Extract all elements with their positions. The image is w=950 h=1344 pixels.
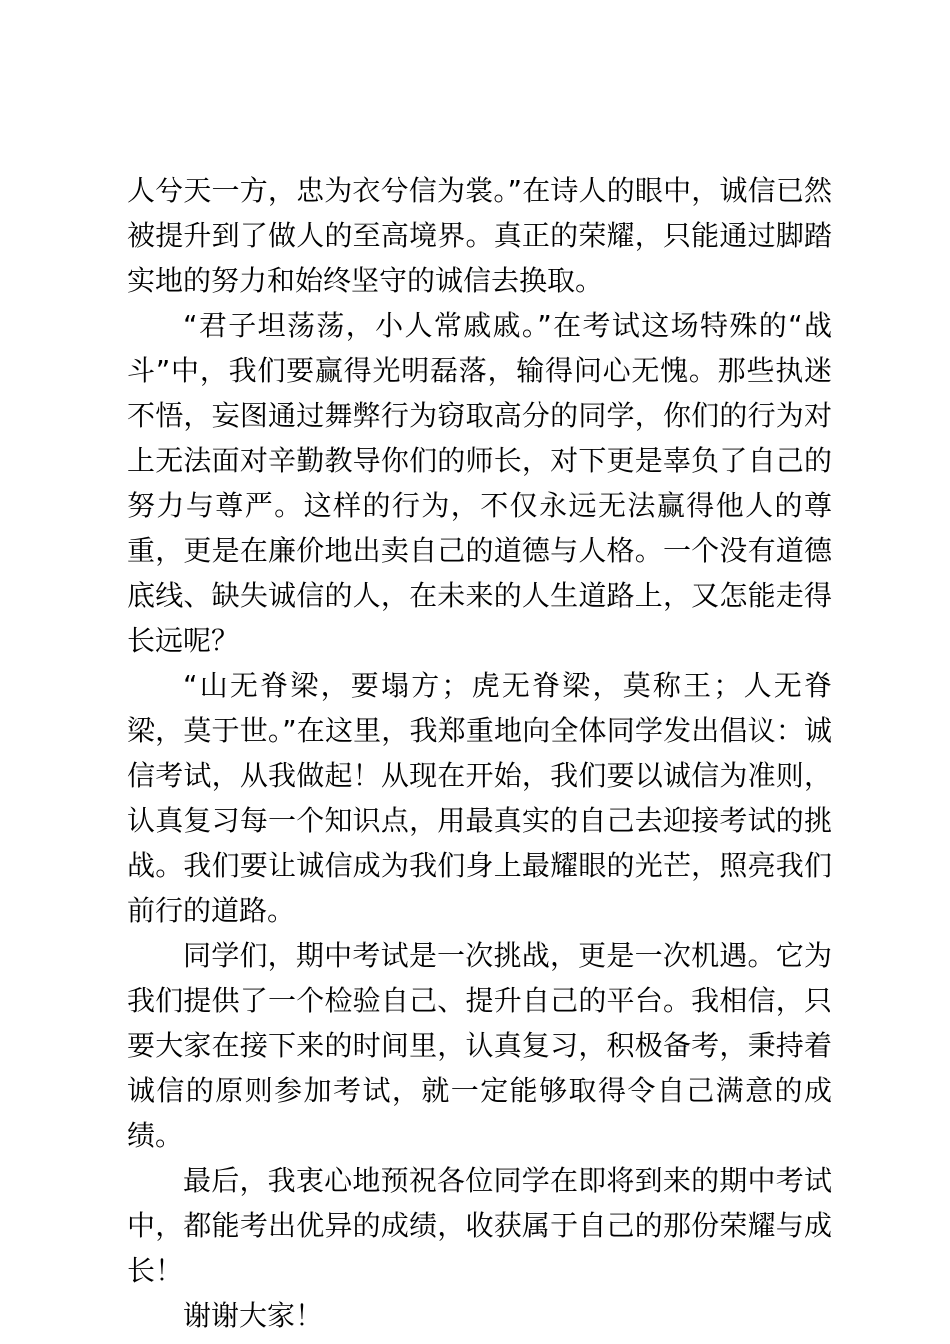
paragraph-thanks: 谢谢大家！ <box>183 1299 324 1332</box>
paragraph-junzi: “君子坦荡荡，小人常戚戚。”在考试这场特殊的“战斗”中，我们要赢得光明磊落，输得问心无愧。那些执迷不悟，妄图通过舞弊行为窃取高分的同学，你们的行为对上无法面对辛勤教导你们的师长，对下更是辜负了自己的努力与尊严。这样的行为，不仅永远无法赢得他人的尊重，更是在廉价地出卖自己的道德与人格。一个没有道德底线、缺失诚信的人，在未来的人生道路上，又怎能走得长远呢？ <box>127 309 832 657</box>
speech-text-body <box>127 168 832 1338</box>
paragraph-tongxuemen: 同学们，期中考试是一次挑战，更是一次机遇。它为我们提供了一个检验自己、提升自己的平台。我相信，只要大家在接下来的时间里，认真复习，积极备考，秉持着诚信的原则参加考试，就一定能够取得令自己满意的成绩。 <box>127 939 832 1152</box>
paragraph-continued: 人兮天一方，忠为衣兮信为裳。”在诗人的眼中，诚信已然被提升到了做人的至高境界。真正的荣耀，只能通过脚踏实地的努力和始终坚守的诚信去换取。 <box>127 174 832 297</box>
paragraph-jiliang: “山无脊梁，要塌方；虎无脊梁，莫称王；人无脊梁，莫于世。”在这里，我郑重地向全体同学发出倡议：诚信考试，从我做起！从现在开始，我们要以诚信为准则，认真复习每一个知识点，用最真实的自己去迎接考试的挑战。我们要让诚信成为我们身上最耀眼的光芒，照亮我们前行的道路。 <box>127 669 832 927</box>
paragraph-zuihou: 最后，我衷心地预祝各位同学在即将到来的期中考试中，都能考出优异的成绩，收获属于自己的那份荣耀与成长！ <box>127 1164 832 1287</box>
